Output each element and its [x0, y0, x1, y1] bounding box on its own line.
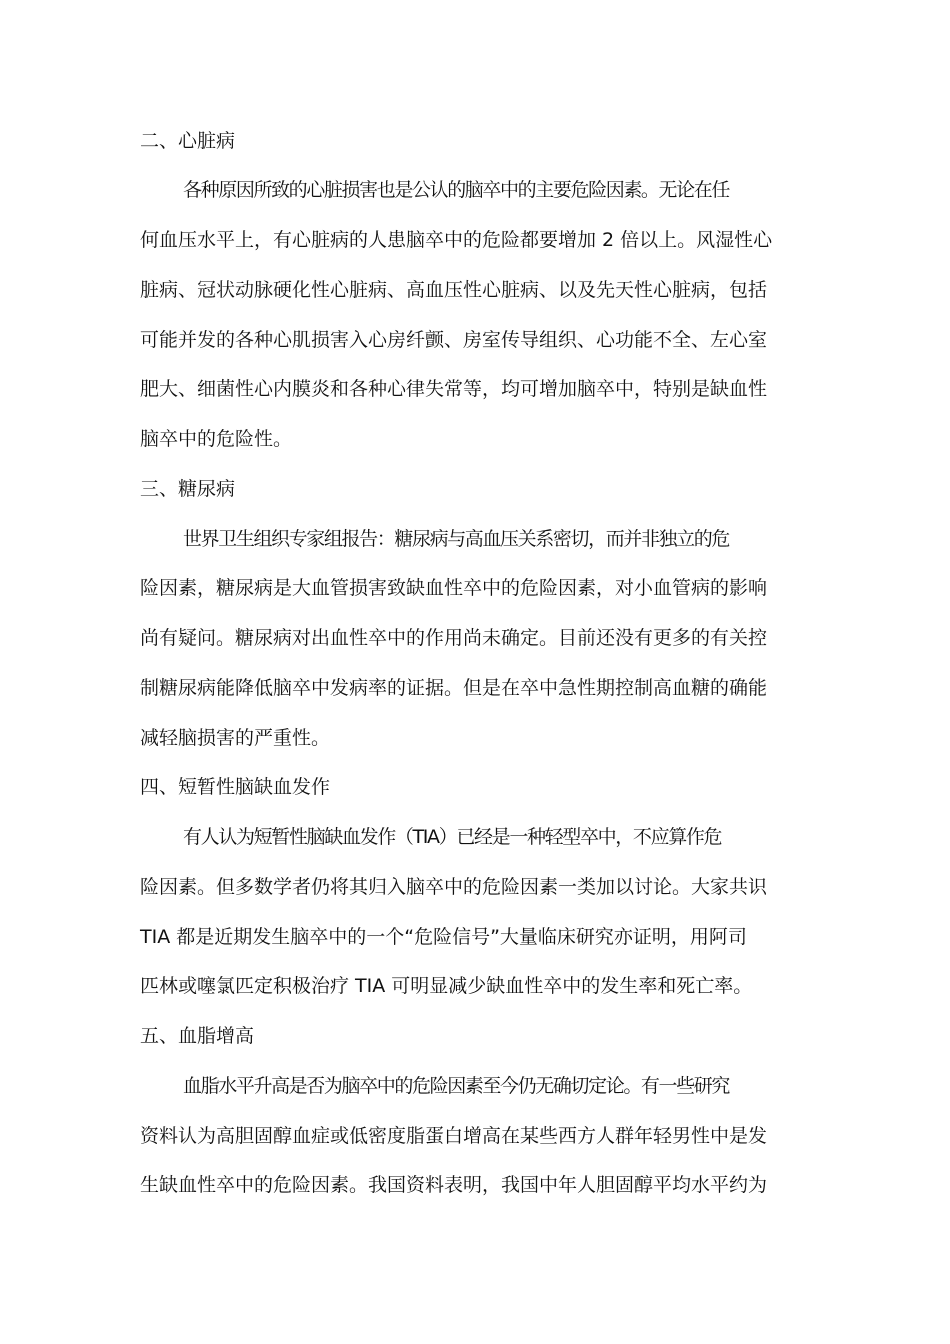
paragraph-line: 匹林或噻氯匹定积极治疗 TIA 可明显减少缺血性卒中的发生率和死亡率。 [140, 975, 753, 997]
paragraph-line: 减轻脑损害的严重性。 [140, 727, 331, 749]
paragraph-line: 世界卫生组织专家组报告：糖尿病与高血压关系密切，而并非独立的危 [183, 528, 730, 550]
paragraph-line: 有人认为短暂性脑缺血发作（TIA）已经是一种轻型卒中，不应算作危 [183, 826, 722, 848]
paragraph-line: 可能并发的各种心肌损害入心房纤颤、房室传导组织、心功能不全、左心室 [140, 329, 768, 351]
paragraph-line: 各种原因所致的心脏损害也是公认的脑卒中的主要危险因素。无论在任 [183, 179, 730, 201]
paragraph-line: 尚有疑问。糖尿病对出血性卒中的作用尚未确定。目前还没有更多的有关控 [140, 627, 768, 649]
section-heading: 五、血脂增高 [140, 1025, 255, 1047]
paragraph-line: 脑卒中的危险性。 [140, 428, 293, 450]
paragraph-line: 制糖尿病能降低脑卒中发病率的证据。但是在卒中急性期控制高血糖的确能 [140, 677, 768, 699]
paragraph-line: 何血压水平上，有心脏病的人患脑卒中的危险都要增加 2 倍以上。风湿性心 [140, 229, 773, 251]
section-heading: 二、心脏病 [140, 130, 236, 152]
paragraph-line: 脏病、冠状动脉硬化性心脏病、高血压性心脏病、以及先天性心脏病，包括 [140, 279, 768, 301]
paragraph-line: 肥大、细菌性心内膜炎和各种心律失常等，均可增加脑卒中，特别是缺血性 [140, 378, 768, 400]
section-heading: 三、糖尿病 [140, 478, 236, 500]
paragraph-line: 险因素，糖尿病是大血管损害致缺血性卒中的危险因素，对小血管病的影响 [140, 577, 768, 599]
paragraph-line: 险因素。但多数学者仍将其归入脑卒中的危险因素一类加以讨论。大家共识 [140, 876, 768, 898]
paragraph-line: 资料认为高胆固醇血症或低密度脂蛋白增高在某些西方人群年轻男性中是发 [140, 1125, 768, 1147]
paragraph-line: TIA 都是近期发生脑卒中的一个“危险信号”大量临床研究亦证明，用阿司 [140, 926, 747, 948]
paragraph-line: 生缺血性卒中的危险因素。我国资料表明，我国中年人胆固醇平均水平约为 [140, 1174, 768, 1196]
section-heading: 四、短暂性脑缺血发作 [140, 776, 331, 798]
paragraph-line: 血脂水平升高是否为脑卒中的危险因素至今仍无确切定论。有一些研究 [183, 1075, 730, 1097]
